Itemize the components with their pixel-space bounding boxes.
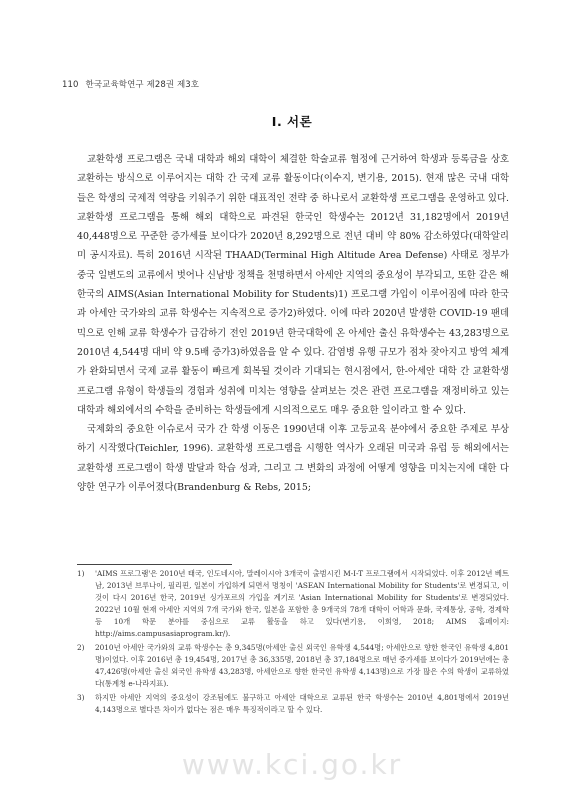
body-text [77,150,509,497]
footnote-divider [77,564,232,565]
footnote-text: 'AIMS 프로그램'은 2010년 태국, 인도네시아, 말레이시아 3개국이 출범시킨 M-I-T 프로그램에서 시작되었다. 이후 2012년 베트남, 2013년 브루나이, 필리핀, 일본이 가입하게 되면서 명칭이 'ASEAN International Mobility for Students'로 변경되고, 이것이 다시 2016년 한국, 2019년 싱가포르의 가입을 계기로 'Asian International Mobility for Students'로 변경되었다. 2022년 10월 현재 아세안 지역의 7개 국가와 한국, 일본을 포함한 총 9개국의 78개 대학이 어학과 문화, 국제통상, 공학, 경제학 등 10개 학문 분야를 중심으로 교류 활동을 하고 있다(변기용, 이희영, 2018; AIMS 홈페이지: http://aims.campusasiaprogram.kr/). [95,569,509,639]
footnote [77,642,509,690]
page-number: 110 [62,80,79,90]
journal-title: 한국교육학연구 제28권 제3호 [85,80,200,90]
footnote-number: 1) [77,569,85,578]
footnote-number: 2) [77,643,85,653]
footnote-text: 하지만 아세안 지역의 중요성이 강조됨에도 불구하고 아세안 대학으로 교류된 한국 학생수는 2010년 4,801명에서 2019년 4,143명으로 별다른 차이가 없다는 점은 매우 특징적이라고 할 수 있다. [95,692,509,715]
footnote-number: 3) [77,692,85,702]
paragraph: 교환학생 프로그램은 국내 대학과 해외 대학이 체결한 학술교류 협정에 근거하여 학생과 등록금을 상호 교환하는 방식으로 이루어지는 대학 간 국제 교류 활동이다(이수지, 변기용, 2015). 현재 많은 국내 대학들은 학생의 국제적 역량을 키워주기 위한 대표적인 전략 중 하나로서 교환학생 프로그램을 운영하고 있다. 교환학생 프로그램을 통해 해외 대학으로 파견된 한국인 학생수는 2012년 31,182명에서 2019년 40,448명으로 꾸준한 증가세를 보이다가 2020년 8,292명으로 전년 대비 약 80% 감소하였다(대학알리미 공시자료). 특히 2016년 시작된 THAAD(Terminal High Altitude Area Defense) 사태로 정부가 중국 일변도의 교류에서 벗어나 신남방 정책을 천명하면서 아세안 지역의 중요성이 부각되고, 또한 같은 해 한국의 AIMS(Asian International Mobility for Students)1) 프로그램 가입이 이루어짐에 따라 한국과 아세안 국가와의 교류 학생수는 지속적으로 증가2)하였다. 이에 따라 2020년 발생한 COVID-19 팬데믹으로 인해 교류 학생수가 급감하기 전인 2019년 한국대학에 온 아세안 출신 유학생수는 43,283명으로 2010년 4,544명 대비 약 9.5배 증가3)하였음을 알 수 있다. 감염병 유행 규모가 점차 잦아지고 방역 체계가 완화되면서 국제 교류 활동이 빠르게 회복될 것이라 기대되는 현시점에서, 한-아세안 대학 간 교환학생 프로그램 유형이 학생들의 경험과 성취에 미치는 영향을 살펴보는 것은 관련 프로그램을 재정비하고 있는 대학과 해외에서의 수학을 준비하는 학생들에게 시의적으로도 매우 중요한 일이라고 할 수 있다. [77,154,509,416]
footnote-text: 2010년 아세안 국가와의 교류 학생수는 총 9,345명(아세안 출신 외국인 유학생 4,544명; 아세안으로 향한 한국인 유학생 4,801명)이었다. 이후 2016년 총 19,454명, 2017년 총 36,335명, 2018년 총 37,184명으로 매년 증가세를 보이다가 2019년에는 총 47,426명(아세안 출신 외국인 유학생 43,283명, 아세안으로 향한 한국인 유학생 4,143명)으로 가장 많은 수의 학생이 교류하였다(통계청 e-나라지표). [95,643,509,689]
paragraph: 국제화의 중요한 이슈로서 국가 간 학생 이동은 1990년대 이후 고등교육 분야에서 중요한 주제로 부상하기 시작했다(Teichler, 1996). 교환학생 프로그램을 시행한 역사가 오래된 미국과 유럽 등 해외에서는 교환학생 프로그램이 학생 발달과 학습 성과, 그리고 그 변화의 과정에 어떻게 영향을 미치는지에 대한 다양한 연구가 이루어졌다(Brandenburg & Rebs, 2015; [77,424,509,494]
running-head [62,78,199,90]
section-title: Ⅰ. 서론 [271,114,313,129]
footnote [77,692,509,716]
watermark: www.kci.go.kr [181,748,403,781]
footnotes [77,568,509,718]
footnote [77,568,509,641]
